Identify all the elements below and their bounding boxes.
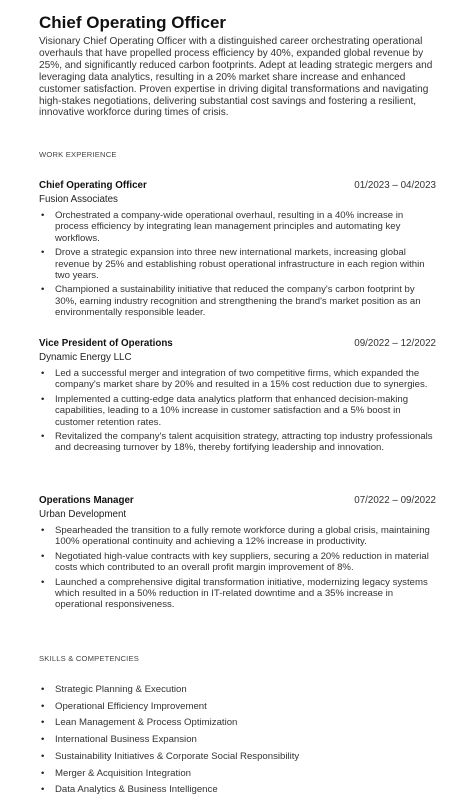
- job-bullets: [39, 210, 436, 319]
- job-header: [39, 495, 436, 508]
- job-entry: [39, 180, 436, 322]
- job-dates: 07/2022 – 09/2022: [354, 495, 436, 506]
- job-entry: [39, 495, 436, 614]
- job-title: Chief Operating Officer: [39, 180, 147, 191]
- job-title: Operations Manager: [39, 495, 134, 506]
- skill-item: • Operational Efficiency Improvement: [39, 699, 439, 716]
- job-bullet: • Negotiated high-value contracts with key suppliers, securing a 20% reduction in material costs which contributed to an overall profit margin improvement of 8%.: [39, 551, 436, 574]
- skill-item: • International Business Expansion: [39, 732, 439, 749]
- work-experience-heading: WORK EXPERIENCE: [39, 150, 117, 159]
- job-header: [39, 338, 436, 351]
- job-bullet: • Spearheaded the transition to a fully remote workforce during a global crisis, maintaining 100% operational continuity and achieving a 12% increase in productivity.: [39, 525, 436, 548]
- job-bullets: [39, 368, 436, 454]
- skills-heading: SKILLS & COMPETENCIES: [39, 654, 139, 663]
- job-dates: 09/2022 – 12/2022: [354, 338, 436, 349]
- job-entry: [39, 338, 436, 457]
- skills-list: [39, 682, 439, 799]
- job-bullet: • Championed a sustainability initiative that reduced the company's carbon footprint by 30%, earning industry recognition and strengthening the brand's market position as an environmentally responsible leader.: [39, 284, 436, 318]
- job-bullet: • Launched a comprehensive digital transformation initiative, modernizing legacy systems which resulted in a 50% reduction in IT-related downtime and a 35% increase in operational responsiveness.: [39, 577, 436, 611]
- job-bullet: • Orchestrated a company-wide operational overhaul, resulting in a 40% increase in process efficiency by integrating lean management principles and automating key workflows.: [39, 210, 436, 244]
- skill-item: • Merger & Acquisition Integration: [39, 766, 439, 783]
- job-bullet: • Revitalized the company's talent acquisition strategy, attracting top industry professionals and decreasing turnover by 18%, thereby fortifying leadership and innovation.: [39, 431, 436, 454]
- skill-item: • Strategic Planning & Execution: [39, 682, 439, 699]
- professional-summary: Visionary Chief Operating Officer with a distinguished career orchestrating operational overhauls that have propelled process efficiency by 40%, expanded global revenue by 25%, and significantly reduced carbon footprints. Adept at leading strategic mergers and leveraging data analytics, resulting in a 20% market share increase and enhanced customer satisfaction. Proven expertise in driving digital transformations and navigating high-stakes negotiations, delivering substantial cost savings and fostering a resilient, innovative workforce during times of crisis.: [39, 36, 433, 119]
- skill-item: • Lean Management & Process Optimization: [39, 715, 439, 732]
- job-bullet: • Led a successful merger and integration of two competitive firms, which expanded the company's market share by 20% and resulted in a 15% cost reduction due to synergies.: [39, 368, 436, 391]
- job-header: [39, 180, 436, 193]
- company-name: Urban Development: [39, 509, 127, 520]
- resume-title: Chief Operating Officer: [39, 13, 227, 32]
- job-bullets: [39, 525, 436, 611]
- company-name: Fusion Associates: [39, 194, 118, 205]
- job-bullet: • Implemented a cutting-edge data analytics platform that enhanced decision-making capabilities, leading to a 10% increase in customer satisfaction and a 5% boost in customer retention rates.: [39, 394, 436, 428]
- skill-item: • Data Analytics & Business Intelligence: [39, 782, 439, 799]
- job-title: Vice President of Operations: [39, 338, 173, 349]
- skill-item: • Sustainability Initiatives & Corporate Social Responsibility: [39, 749, 439, 766]
- job-dates: 01/2023 – 04/2023: [354, 180, 436, 191]
- job-bullet: • Drove a strategic expansion into three new international markets, increasing global revenue by 25% and establishing robust operational infrastructure in each region within two years.: [39, 247, 436, 281]
- company-name: Dynamic Energy LLC: [39, 352, 132, 363]
